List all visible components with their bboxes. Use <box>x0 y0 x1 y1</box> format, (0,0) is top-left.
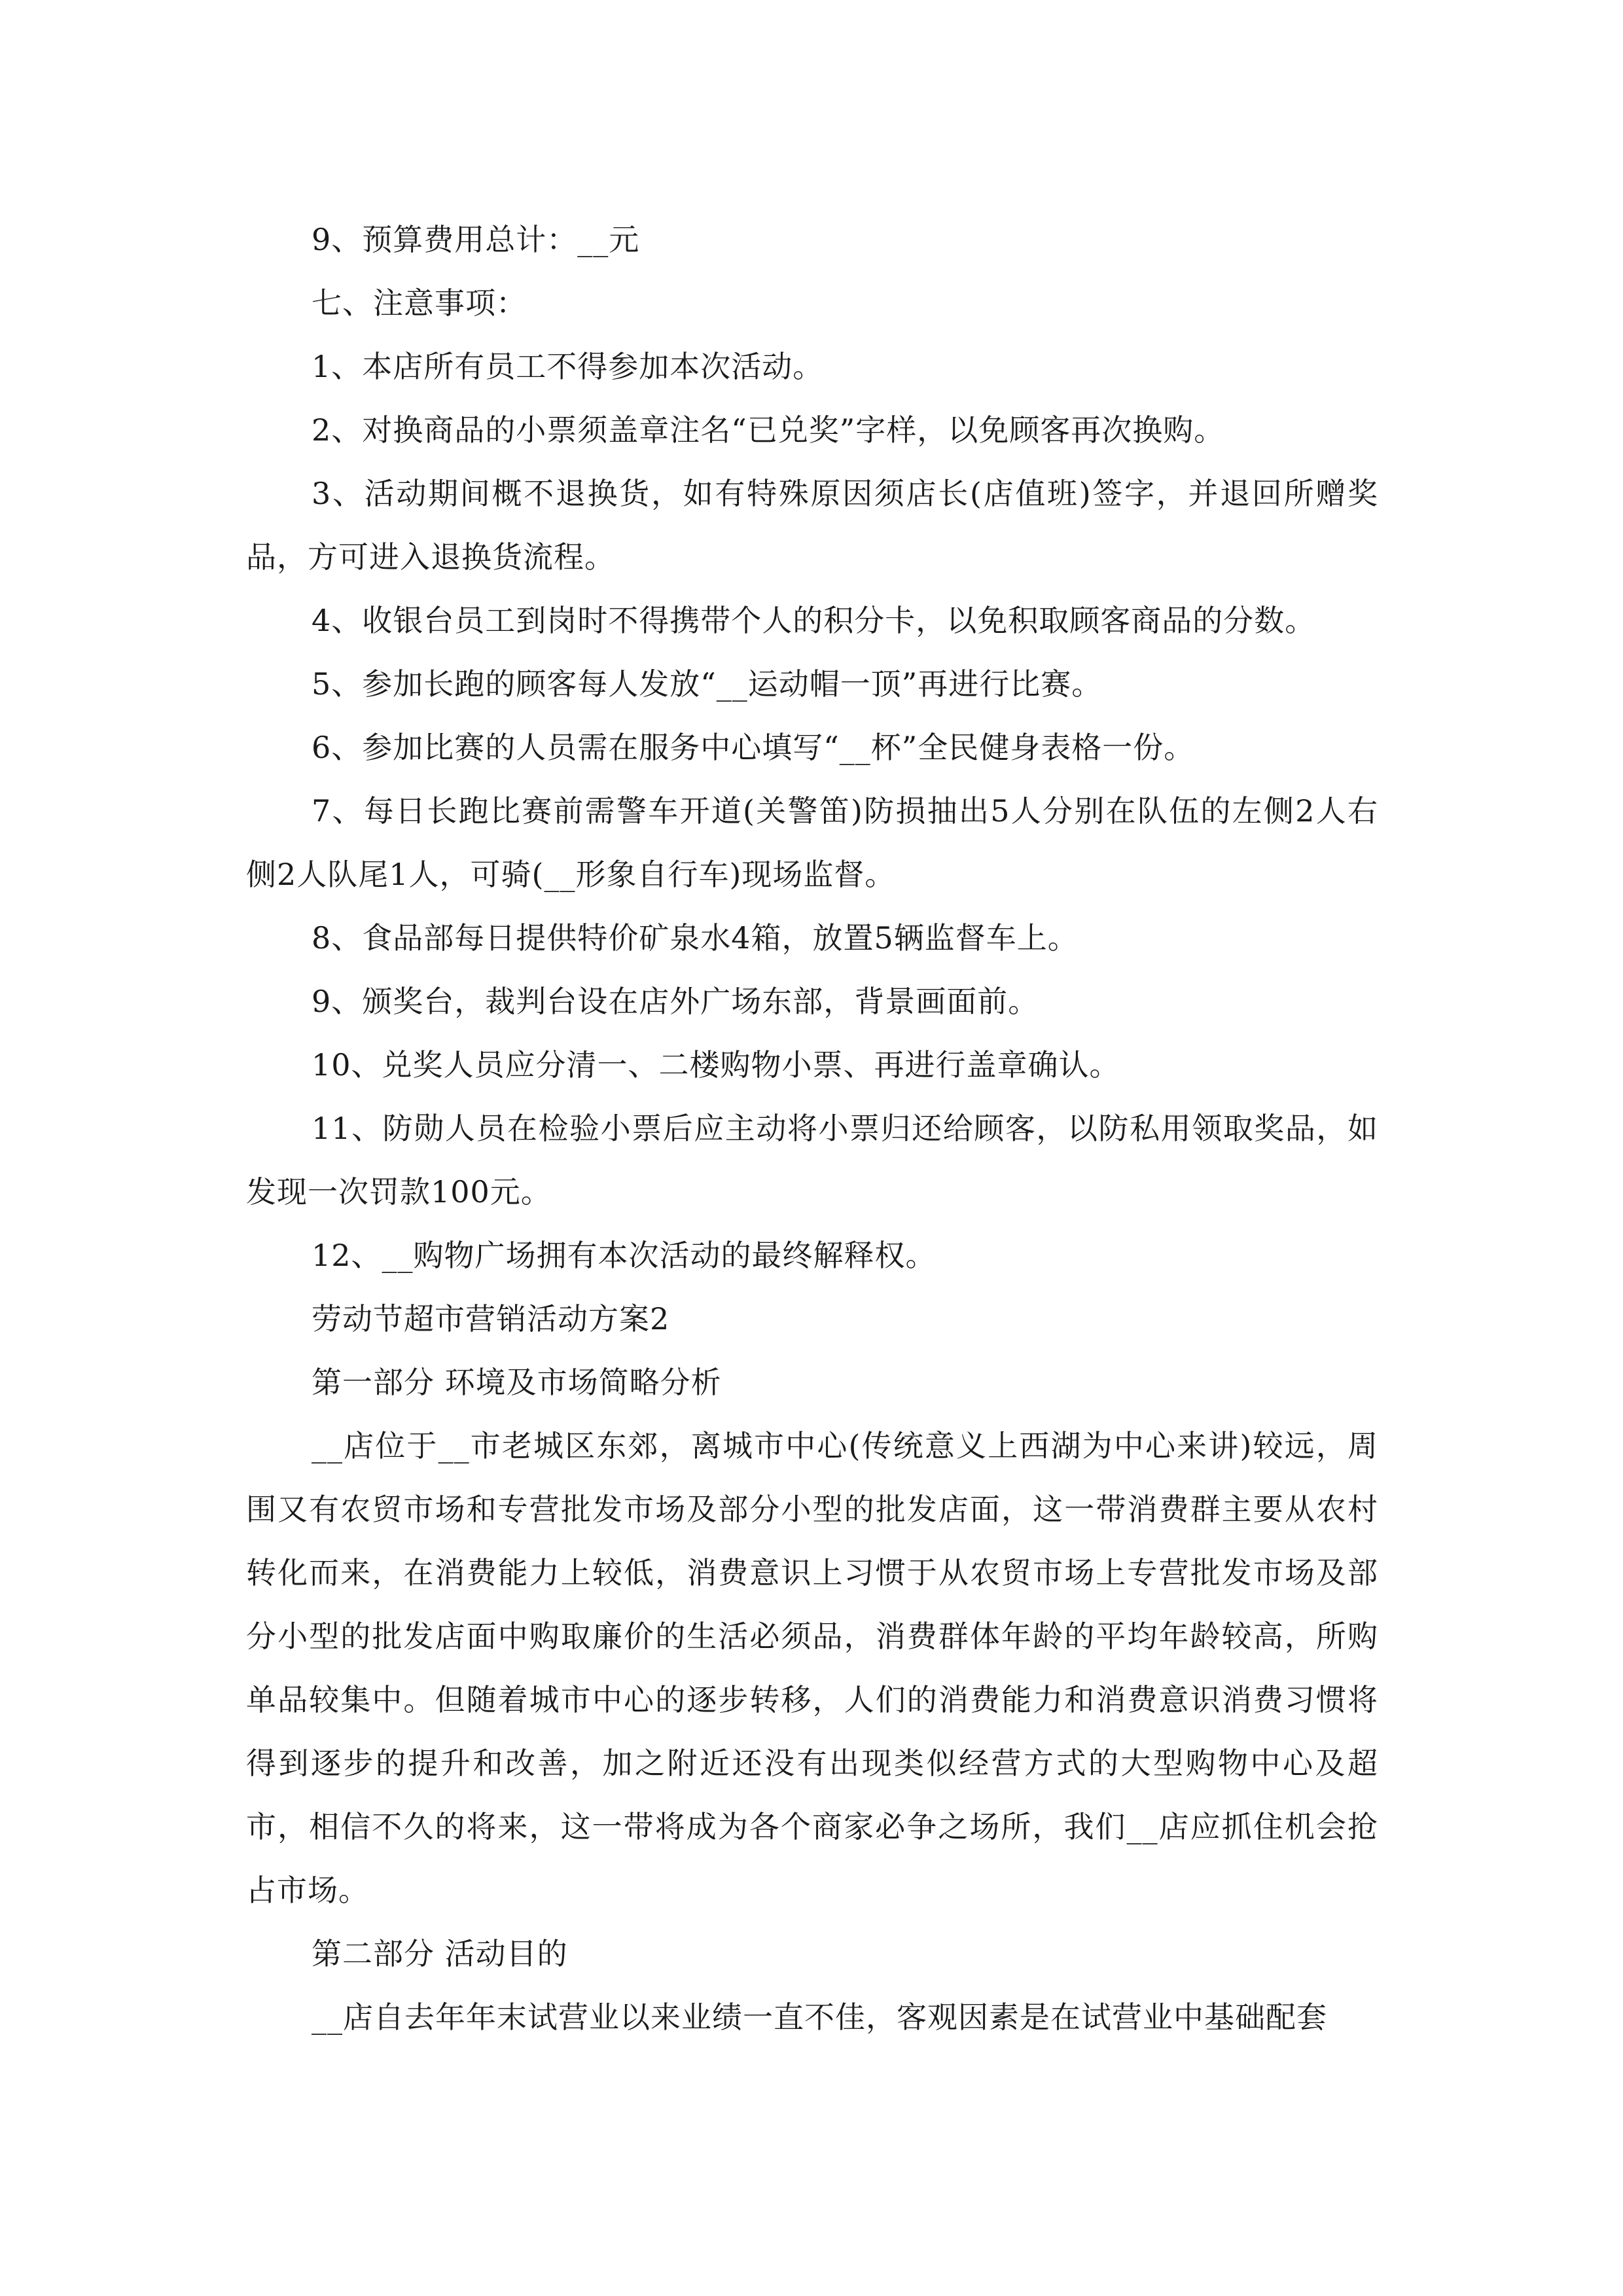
note-item-4: 4、收银台员工到岗时不得携带个人的积分卡，以免积取顾客商品的分数。 <box>312 603 1316 638</box>
section-heading-notes: 七、注意事项： <box>312 285 527 321</box>
note-item-7: 7、每日长跑比赛前需警车开道(关警笛)防损抽出5人分别在队伍的左侧2人右侧2人队尾1人，可骑(__形象自行车)现场监督。 <box>246 793 1378 892</box>
note-item-3: 3、活动期间概不退换货，如有特殊原因须店长(店值班)签字，并退回所赠奖品，方可进入退换货流程。 <box>246 476 1378 575</box>
note-item-9: 9、颁奖台，裁判台设在店外广场东部，背景画面前。 <box>312 984 1039 1019</box>
part-two-heading: 第二部分 活动目的 <box>312 1936 568 1971</box>
note-item-1: 1、本店所有员工不得参加本次活动。 <box>312 349 824 384</box>
budget-total-line: 9、预算费用总计：__元 <box>312 222 640 257</box>
note-item-2: 2、对换商品的小票须盖章注名“已兑奖”字样，以免顾客再次换购。 <box>312 412 1225 448</box>
note-item-11: 11、防勋人员在检验小票后应主动将小票归还给顾客，以防私用领取奖品，如发现一次罚款100元。 <box>246 1111 1378 1210</box>
note-item-12: 12、__购物广场拥有本次活动的最终解释权。 <box>312 1238 936 1273</box>
plan-title-2: 劳动节超市营销活动方案2 <box>312 1301 670 1336</box>
note-item-10: 10、兑奖人员应分清一、二楼购物小票、再进行盖章确认。 <box>312 1047 1120 1083</box>
part-two-paragraph: __店自去年年末试营业以来业绩一直不佳，客观因素是在试营业中基础配套 <box>312 2000 1327 2035</box>
document-body <box>246 208 1378 2049</box>
note-item-8: 8、食品部每日提供特价矿泉水4箱，放置5辆监督车上。 <box>312 920 1079 956</box>
note-item-6: 6、参加比赛的人员需在服务中心填写“__杯”全民健身表格一份。 <box>312 730 1195 765</box>
note-item-5: 5、参加长跑的顾客每人发放“__运动帽一顶”再进行比赛。 <box>312 666 1103 702</box>
part-one-heading: 第一部分 环境及市场简略分析 <box>312 1365 722 1400</box>
part-one-paragraph: __店位于__市老城区东郊，离城市中心(传统意义上西湖为中心来讲)较远，周围又有农贸市场和专营批发市场及部分小型的批发店面，这一带消费群主要从农村转化而来，在消费能力上较低，消费意识上习惯于从农贸市场上专营批发市场及部分小型的批发店面中购取廉价的生活必须品，消费群体年龄的平均年龄较高，所购单品较集中。但随着城市中心的逐步转移，人们的消费能力和消费意识消费习惯将得到逐步的提升和改善，加之附近还没有出现类似经营方式的大型购物中心及超市，相信不久的将来，这一带将成为各个商家必争之场所，我们__店应抓住机会抢占市场。 <box>246 1428 1378 1908</box>
